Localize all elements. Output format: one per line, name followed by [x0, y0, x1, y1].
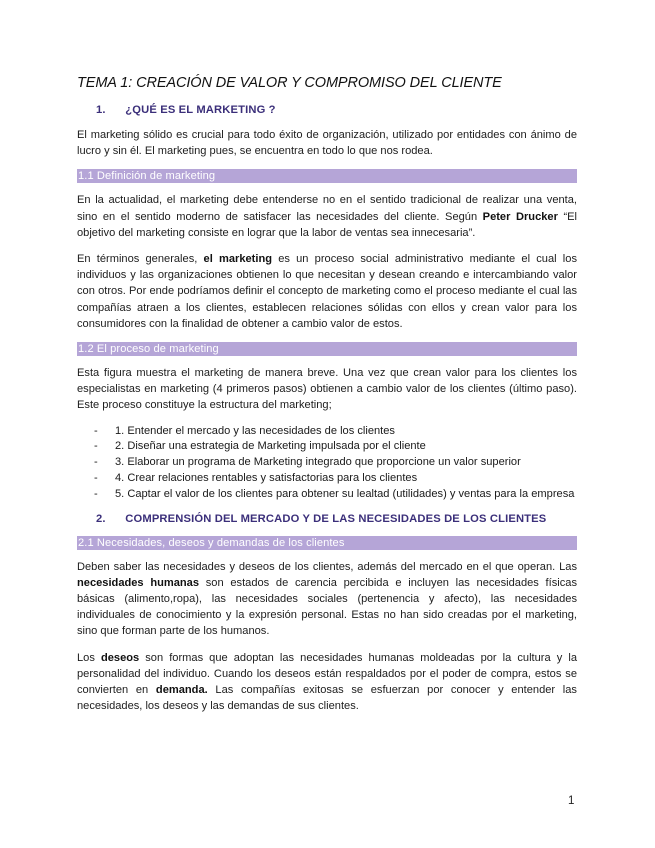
wants-text-a: Los [77, 651, 101, 664]
list-item-text: 2. Diseñar una estrategia de Marketing impulsada por el cliente [115, 440, 426, 453]
process-paragraph: Esta figura muestra el marketing de manera breve. Una vez que crean valor para los clientes los especialistas en marketing (4 primeros pasos) obtienen a cambio valor de los clientes (último paso). Este proceso constituye la estructura del marketing; [77, 367, 577, 412]
wants-text-c: son formas que adoptan las necesidades humanas moldeadas por la cultura y la personalidad del individuo. Cuando los deseos están respaldados por el poder de compra, estos se convierten en [77, 651, 577, 697]
needs-paragraph [77, 559, 577, 640]
section-2-number: 2. [96, 512, 106, 525]
section-1-title: ¿QUÉ ES EL MARKETING ? [125, 104, 276, 116]
list-item-text: 4. Crear relaciones rentables y satisfactorias para los clientes [115, 472, 418, 485]
needs-text-a: Deben saber las necesidades y deseos de los clientes, además del mercado en el que operan. Las [77, 560, 577, 573]
list-dash: - [94, 456, 98, 469]
list-dash: - [94, 424, 98, 437]
subsection-1-2-heading: 1.2 El proceso de marketing [77, 342, 577, 356]
wants-term: deseos [100, 651, 140, 664]
subsection-2-1-heading: 2.1 Necesidades, deseos y demandas de los clientes [77, 536, 577, 550]
list-item [77, 424, 577, 440]
list-dash: - [94, 487, 98, 500]
definition-text-a: En la actualidad, el marketing debe entenderse no en el sentido tradicional de realizar una venta, sino en el sentido moderno de satisfacer las necesidades del cliente. Según [77, 194, 577, 223]
list-item [77, 471, 577, 487]
definition-author: Peter Drucker [482, 210, 558, 223]
general-text-a: En términos generales, [77, 253, 204, 266]
wants-paragraph [77, 650, 577, 715]
needs-term: necesidades humanas [77, 576, 200, 589]
section-1-intro: El marketing sólido es crucial para todo éxito de organización, utilizado por entidades con ánimo de lucro y sin él. El marketing pues, se encuentra en todo lo que nos rodea. [77, 129, 577, 158]
section-1-heading [77, 104, 577, 116]
list-dash: - [94, 472, 98, 485]
list-item-text: 1. Entender el mercado y las necesidades de los clientes [115, 424, 395, 437]
document-title: TEMA 1: CREACIÓN DE VALOR Y COMPROMISO DEL CLIENTE [77, 75, 502, 91]
general-text-c: es un proceso social administrativo mediante el cual los individuos y las organizaciones obtienen lo que necesitan y desean creando e intercambiando valor con otros. Por ende podríamos definir el concepto de marketing como el proceso mediante el cual las compañías atraen a los clientes, establecen relaciones sólidas con ellos y crean valor para los consumidores con la finalidad de obtener a cambio valor de estos. [77, 253, 577, 330]
list-item [77, 455, 577, 471]
process-steps-list [77, 424, 577, 503]
list-item-text: 5. Captar el valor de los clientes para obtener su lealtad (utilidades) y ventas para la empresa [115, 487, 575, 500]
definition-paragraph [77, 192, 577, 241]
section-2-title: COMPRENSIÓN DEL MERCADO Y DE LAS NECESIDADES DE LOS CLIENTES [125, 512, 547, 525]
page-number: 1 [568, 795, 575, 807]
subsection-1-1-heading: 1.1 Definición de marketing [77, 169, 577, 183]
definition-text-b: “El objetivo del marketing consiste en lograr que la labor de ventas sea innecesaria”. [77, 210, 578, 239]
general-terms-paragraph [77, 251, 577, 332]
document-page [77, 75, 577, 724]
section-1-number: 1. [96, 104, 106, 116]
general-term: el marketing [203, 253, 273, 266]
section-2-heading [77, 513, 577, 525]
list-item [77, 439, 577, 455]
demand-term: demanda. [155, 684, 208, 697]
list-dash: - [94, 440, 98, 453]
needs-text-c: son estados de carencia percibida e incluyen las necesidades físicas básicas (alimento,ropa), las necesidades sociales (pertenencia y afecto), las necesidades individuales de conocimiento y la expresión personal. Estas no han sido creadas por el marketing, sino que forman parte de los humanos. [77, 576, 577, 638]
list-item [77, 487, 577, 503]
list-item-text: 3. Elaborar un programa de Marketing integrado que proporcione un valor superior [115, 456, 521, 469]
wants-text-e: Las compañías exitosas se esfuerzan por conocer y entender las necesidades, los deseos y las demandas de sus clientes. [77, 684, 577, 713]
